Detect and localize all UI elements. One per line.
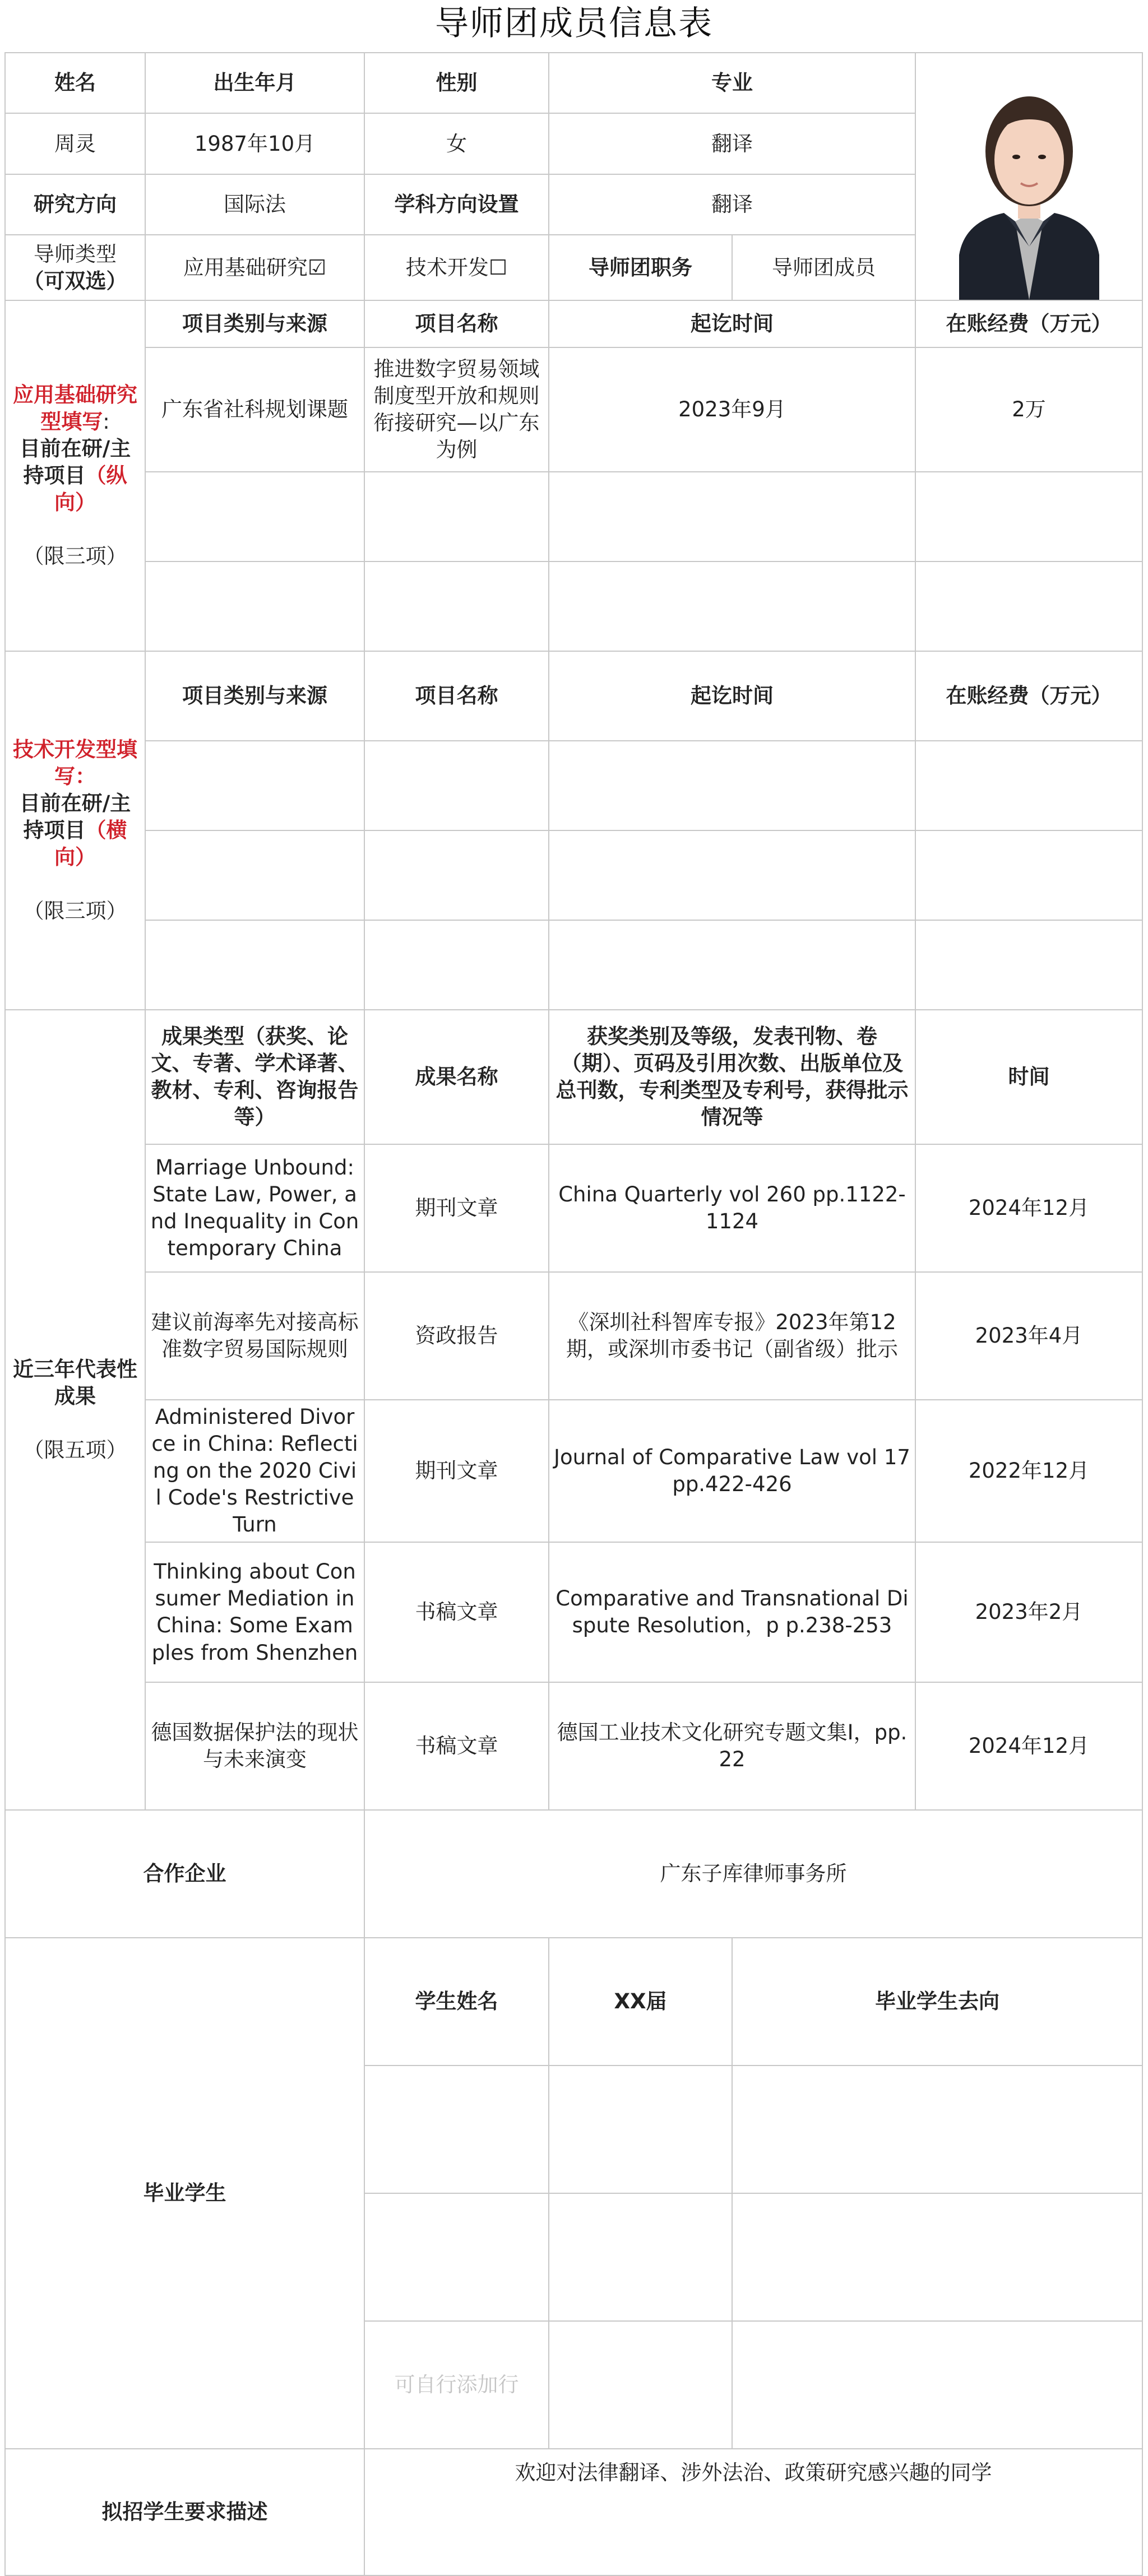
- mentor-type-option-tech[interactable]: 技术开发☐: [364, 235, 549, 300]
- vertical-header-source: 项目类别与来源: [145, 300, 364, 347]
- discipline-value: 翻译: [549, 174, 915, 235]
- vertical-header-name: 项目名称: [364, 300, 549, 347]
- vertical-row3-name[interactable]: [364, 561, 549, 651]
- info-table: [4, 52, 1143, 2576]
- achievement-row3-time: 2022年12月: [915, 1400, 1142, 1542]
- achievement-row1-type: 期刊文章: [364, 1144, 549, 1272]
- discipline-label: 学科方向设置: [364, 174, 549, 235]
- horizontal-row2-source[interactable]: [145, 830, 364, 920]
- horizontal-side-red-2: （横向）: [54, 818, 127, 870]
- partner-label: 合作企业: [5, 1810, 364, 1938]
- requirements-value: 欢迎对法律翻译、涉外法治、政策研究感兴趣的同学: [364, 2449, 1142, 2575]
- achievement-row1-time: 2024年12月: [915, 1144, 1142, 1272]
- horizontal-row1-name[interactable]: [364, 741, 549, 830]
- vertical-side-black-1: 目前在研/主持项目: [19, 436, 131, 488]
- achievement-row1-details: China Quarterly vol 260 pp.1122-1124: [549, 1144, 915, 1272]
- vertical-row2-period[interactable]: [549, 472, 915, 561]
- horizontal-row1-source[interactable]: [145, 741, 364, 830]
- vertical-row3-source[interactable]: [145, 561, 364, 651]
- birth-value: 1987年10月: [145, 113, 364, 174]
- vertical-side-colon: :: [103, 409, 110, 434]
- vertical-side-limit: （限三项）: [23, 544, 127, 569]
- vertical-row1-source: 广东省社科规划课题: [145, 347, 364, 472]
- horizontal-row3-name[interactable]: [364, 920, 549, 1010]
- achievement-row4-details: Comparative and Transnational Dispute Resolution，p p.238-253: [549, 1542, 915, 1682]
- role-label: 导师团职务: [549, 235, 732, 300]
- achievement-row5-details: 德国工业技术文化研究专题文集I，pp.22: [549, 1682, 915, 1810]
- graduate-row1-destination[interactable]: [732, 2066, 1142, 2193]
- horizontal-row1-funds[interactable]: [915, 741, 1142, 830]
- vertical-side-red-1: 应用基础研究型填写: [13, 382, 137, 434]
- role-value: 导师团成员: [732, 235, 915, 300]
- gender-label: 性别: [364, 53, 549, 113]
- major-label: 专业: [549, 53, 915, 113]
- achievement-row5-type: 书稿文章: [364, 1682, 549, 1810]
- achievements-side-label: [5, 1010, 145, 1810]
- achievement-row2-time: 2023年4月: [915, 1272, 1142, 1400]
- horizontal-row1-period[interactable]: [549, 741, 915, 830]
- graduate-row2-name[interactable]: [364, 2193, 549, 2321]
- graduate-row3-destination[interactable]: [732, 2321, 1142, 2449]
- vertical-row2-name[interactable]: [364, 472, 549, 561]
- horizontal-row2-name[interactable]: [364, 830, 549, 920]
- vertical-row2-funds[interactable]: [915, 472, 1142, 561]
- achievement-row2-title: 建议前海率先对接高标准数字贸易国际规则: [145, 1272, 364, 1400]
- graduates-header-name: 学生姓名: [364, 1938, 549, 2066]
- achievement-row4-time: 2023年2月: [915, 1542, 1142, 1682]
- achievement-row5-time: 2024年12月: [915, 1682, 1142, 1810]
- mentor-type-label-line1: 导师类型: [34, 242, 117, 266]
- horizontal-header-period: 起讫时间: [549, 651, 915, 741]
- horizontal-header-source: 项目类别与来源: [145, 651, 364, 741]
- achievements-side-limit: （限五项）: [23, 1438, 127, 1463]
- graduate-add-row-hint[interactable]: 可自行添加行: [364, 2321, 549, 2449]
- page-title: 导师团成员信息表: [435, 4, 713, 43]
- achievement-row4-title: Thinking about Consumer Mediation in China: Some Examples from Shenzhen: [145, 1542, 364, 1682]
- vertical-row1-period: 2023年9月: [549, 347, 915, 472]
- requirements-label: 拟招学生要求描述: [5, 2449, 364, 2575]
- achievement-row3-type: 期刊文章: [364, 1400, 549, 1542]
- achievement-row2-details: 《深圳社科智库专报》2023年第12期，或深圳市委书记（副省级）批示: [549, 1272, 915, 1400]
- horizontal-row2-funds[interactable]: [915, 830, 1142, 920]
- achievements-side-title: 近三年代表性成果: [13, 1357, 137, 1409]
- vertical-row3-funds[interactable]: [915, 561, 1142, 651]
- gender-value: 女: [364, 113, 549, 174]
- achievement-row3-title: Administered Divorce in China: Reflecting on the 2020 Civil Code's Restrictive Turn: [145, 1400, 364, 1542]
- horizontal-side-black-1: 目前在研/主持项目: [19, 791, 131, 842]
- vertical-row2-source[interactable]: [145, 472, 364, 561]
- vertical-projects-side-label: [5, 300, 145, 651]
- horizontal-row3-funds[interactable]: [915, 920, 1142, 1010]
- vertical-row1-funds: 2万: [915, 347, 1142, 472]
- achievements-header-type: 成果类型（获奖、论文、专著、学术译著、教材、专利、咨询报告等）: [145, 1010, 364, 1144]
- achievements-header-name: 成果名称: [364, 1010, 549, 1144]
- achievement-row1-title: Marriage Unbound: State Law, Power, and Inequality in Contemporary China: [145, 1144, 364, 1272]
- horizontal-row3-period[interactable]: [549, 920, 915, 1010]
- photo-cell: [915, 53, 1142, 300]
- mentor-type-label: [5, 235, 145, 300]
- graduate-row1-class[interactable]: [549, 2066, 732, 2193]
- graduate-row1-name[interactable]: [364, 2066, 549, 2193]
- portrait-photo: [920, 53, 1138, 300]
- graduate-row2-class[interactable]: [549, 2193, 732, 2321]
- horizontal-side-limit: （限三项）: [23, 899, 127, 923]
- horizontal-row2-period[interactable]: [549, 830, 915, 920]
- vertical-side-red-2: （纵向）: [54, 463, 127, 515]
- vertical-header-period: 起讫时间: [549, 300, 915, 347]
- graduate-row2-destination[interactable]: [732, 2193, 1142, 2321]
- research-label: 研究方向: [5, 174, 145, 235]
- horizontal-header-funds: 在账经费（万元）: [915, 651, 1142, 741]
- graduates-header-class: XX届: [549, 1938, 732, 2066]
- major-value: 翻译: [549, 113, 915, 174]
- achievement-row3-details: Journal of Comparative Law vol 17 pp.422-426: [549, 1400, 915, 1542]
- achievement-row4-type: 书稿文章: [364, 1542, 549, 1682]
- mentor-type-option-basic[interactable]: 应用基础研究☑: [145, 235, 364, 300]
- graduates-label: 毕业学生: [5, 1938, 364, 2449]
- partner-value: 广东子库律师事务所: [364, 1810, 1142, 1938]
- mentor-type-label-line2: （可双选）: [23, 268, 127, 293]
- horizontal-header-name: 项目名称: [364, 651, 549, 741]
- vertical-header-funds: 在账经费（万元）: [915, 300, 1142, 347]
- achievement-row2-type: 资政报告: [364, 1272, 549, 1400]
- vertical-row1-name: 推进数字贸易领域制度型开放和规则衔接研究—以广东为例: [364, 347, 549, 472]
- horizontal-projects-side-label: [5, 651, 145, 1010]
- achievements-header-time: 时间: [915, 1010, 1142, 1144]
- vertical-row3-period[interactable]: [549, 561, 915, 651]
- name-label: 姓名: [5, 53, 145, 113]
- horizontal-row3-source[interactable]: [145, 920, 364, 1010]
- birth-label: 出生年月: [145, 53, 364, 113]
- achievements-header-details: 获奖类别及等级，发表刊物、卷（期）、页码及引用次数、出版单位及总刊数，专利类型及专利号，获得批示情况等: [549, 1010, 915, 1144]
- name-value: 周灵: [5, 113, 145, 174]
- graduates-header-destination: 毕业学生去向: [732, 1938, 1142, 2066]
- achievement-row5-title: 德国数据保护法的现状与未来演变: [145, 1682, 364, 1810]
- research-value: 国际法: [145, 174, 364, 235]
- graduate-row3-class[interactable]: [549, 2321, 732, 2449]
- horizontal-side-red-1: 技术开发型填写：: [13, 737, 137, 788]
